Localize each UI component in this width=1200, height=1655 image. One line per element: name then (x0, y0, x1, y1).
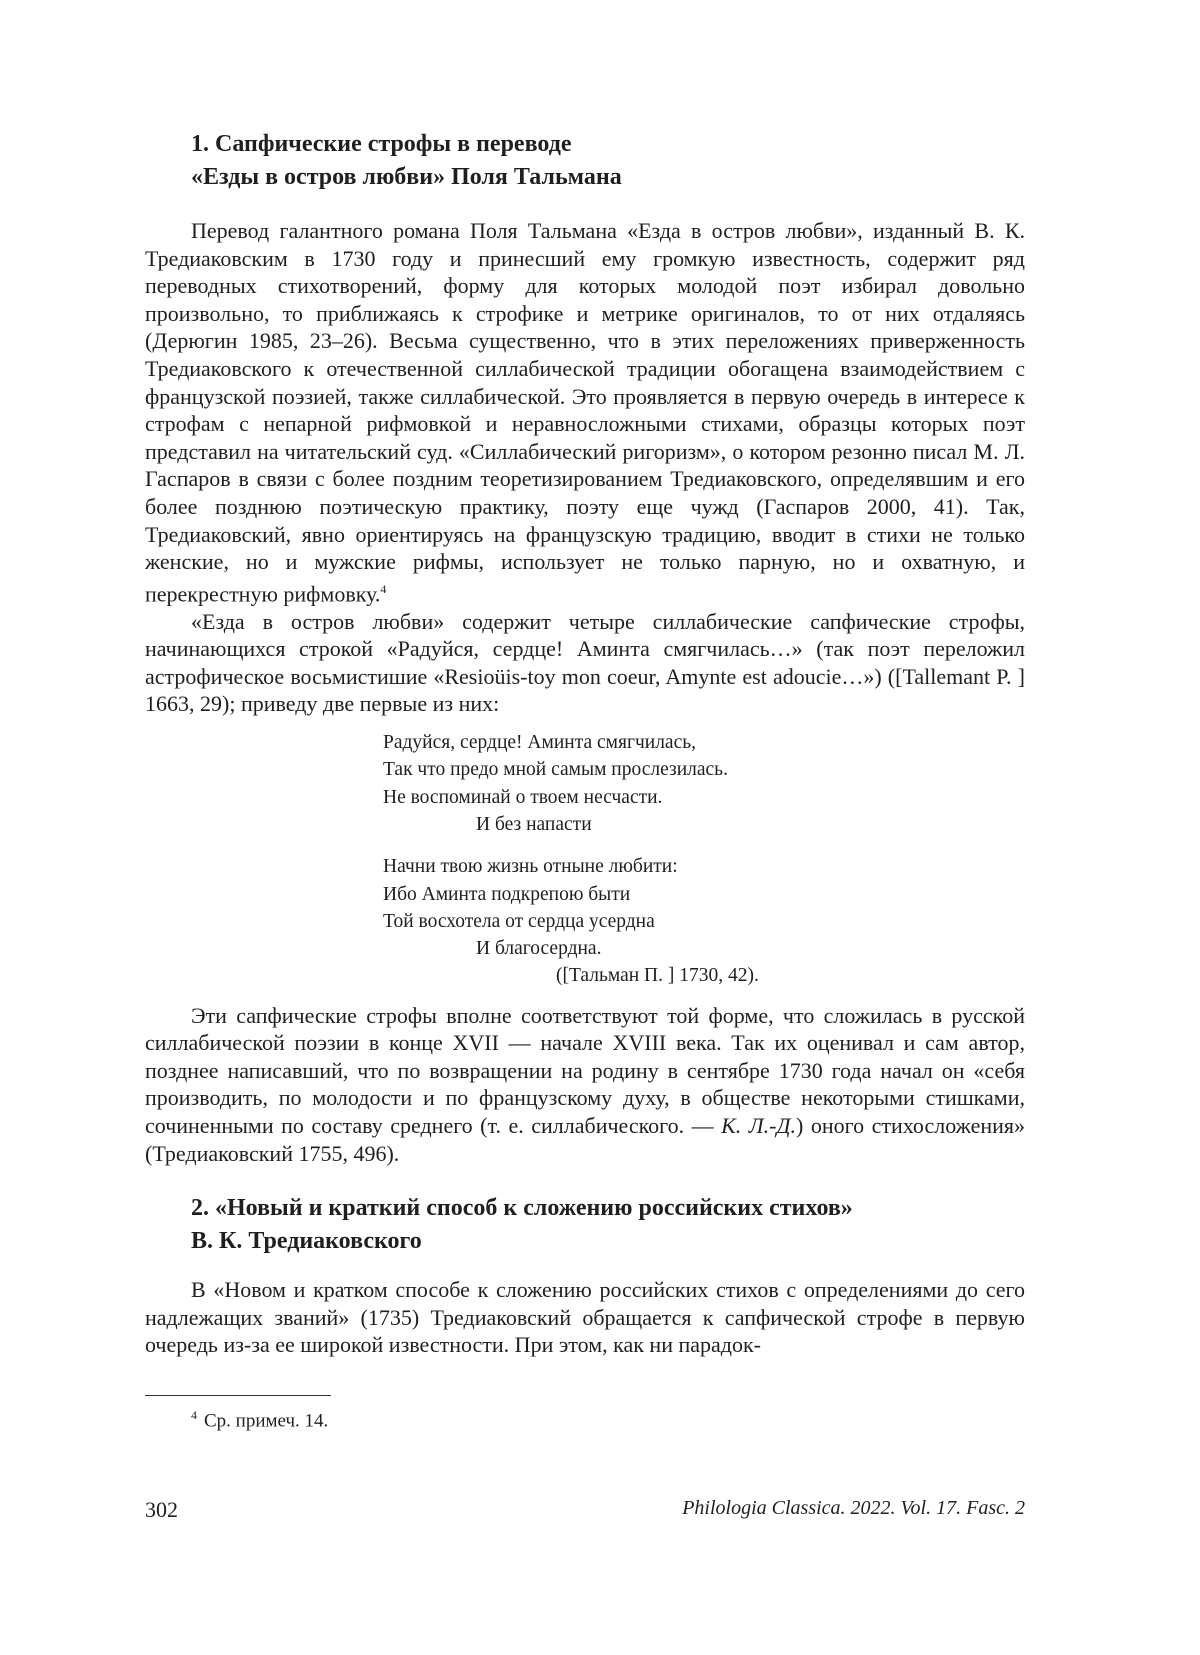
verse-stanza-2 (383, 853, 1025, 989)
paragraph-text: Эти сапфические строфы вполне соответствуют той форме, что сложилась в русской силлабической поэзии в конце XVII — начале XVIII века. Так их оценивал и сам автор, позднее написавший, что по возвращении на родину в сентябре 1730 года начал он «себя производить, по молодости и по французскому духу, в обществе некоторыми стишками, сочиненными по составу среднего (т. е. силлабического. — (145, 1002, 1025, 1139)
section-1-paragraph-2: «Езда в остров любви» содержит четыре силлабические сапфические строфы, начинающихся строкой «Радуйся, сердце! Аминта смягчилась…» (так поэт переложил астрофическое восьмистишие «Resioüis-toy mon coeur, Amynte est adoucie…») ([Tallemant P. ] 1663, 29); приведу две первые из них: (145, 608, 1025, 717)
footnote-divider (145, 1395, 331, 1396)
journal-citation: Philologia Classica. 2022. Vol. 17. Fasc. 2 (682, 1497, 1025, 1519)
footnote-number: 4 (191, 1408, 197, 1423)
verse-line: Той восхотела от сердца усердна (383, 910, 655, 932)
page-number: 302 (145, 1497, 178, 1522)
verse-line: Так что предо мной самым прослезилась. (383, 759, 728, 781)
section-2-paragraph-1: В «Новом и кратком способе к сложению российских стихов с определениями до сего надлежащих званий» (1735) Тредиаковский обращается к сапфической строфе в первую очередь из-за ее широкой известности. При этом, как ни парадок- (145, 1277, 1025, 1358)
paragraph-text: ) оного стихосложения» (Тредиаковский 1755, 496). (145, 1113, 1025, 1166)
section-1-heading-line-1: 1. Сапфические строфы в переводе (191, 131, 572, 157)
section-2-heading-line-2: В. К. Тредиаковского (191, 1228, 422, 1255)
verse-line: Радуйся, сердце! Аминта смягчилась, (383, 732, 696, 754)
verse-quotation (383, 729, 1025, 990)
article-page (145, 120, 1025, 1432)
verse-stanza-1 (383, 729, 1025, 838)
section-1-heading-line-2: «Езды в остров любви» Поля Тальмана (191, 164, 622, 190)
verse-line-short: И благосердна. (476, 938, 602, 960)
footnote-reference[interactable]: 4 (380, 581, 387, 596)
verse-line: Не воспоминай о твоем несчасти. (383, 786, 663, 808)
footnote-text: Ср. примеч. 14. (204, 1410, 329, 1432)
paragraph-text: Перевод галантного романа Поля Тальмана «Езда в остров любви», изданный В. К. Тредиаковским в 1730 году и принесший ему громкую известность, содержит ряд переводных стихотворений, форму для которых молодой поэт избирал довольно произвольно, то приближаясь к строфике и метрике оригиналов, то от них отдаляясь (Дерюгин 1985, 23–26). Весьма существенно, что в этих переложениях приверженность Тредиаковского к отечественной силлабической традиции обогащена взаимодействием с французской поэзией, также силлабической. Это проявляется в первую очередь в интересе к строфам с непарной рифмовкой и неравносложными стихами, образцы которых поэт представил на читательский суд. «Силлабический ригоризм», о котором резонно писал М. Л. Гаспаров в связи с более поздним теоретизированием Тредиаковского, определявшим и его более позднюю поэтическую практику, поэту еще чужд (Гаспаров 2000, 41). Так, Тредиаковский, явно ориентируясь на французскую традицию, вводит в стихи не только женские, но и мужские рифмы, использует не только парную, но и охватную, и перекрестную рифмовку. (145, 218, 1025, 607)
verse-line: Начни твою жизнь отныне любити: (383, 856, 678, 878)
section-1-paragraph-1 (145, 217, 1025, 608)
running-footer (145, 1497, 1025, 1523)
section-1-heading (191, 128, 1025, 194)
section-2-heading (191, 1192, 1025, 1258)
verse-citation: ([Тальман П. ] 1730, 42). (556, 965, 759, 987)
verse-line-short: И без напасти (476, 813, 592, 835)
author-initials: К. Л.-Д. (721, 1113, 797, 1139)
section-1-paragraph-3 (145, 1002, 1025, 1168)
verse-line: Ибо Аминта подкрепою быти (383, 883, 631, 905)
footnote (191, 1408, 1025, 1432)
section-2-heading-line-1: 2. «Новый и краткий способ к сложению российских стихов» (191, 1195, 853, 1222)
